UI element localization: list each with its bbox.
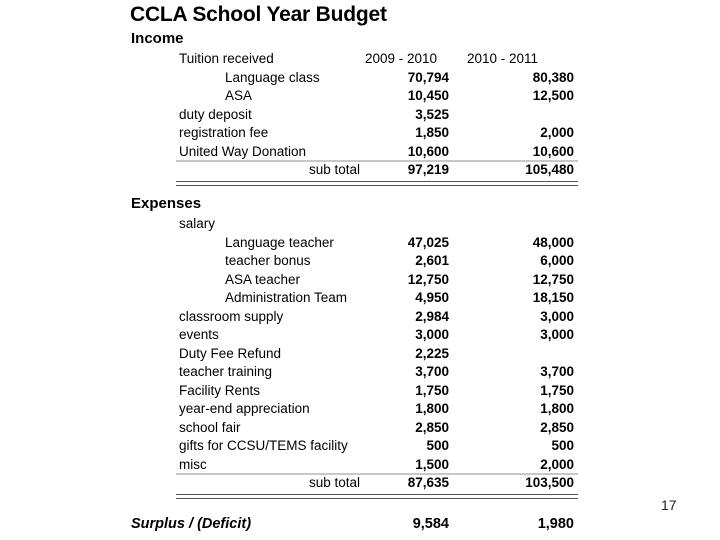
page-number: 17 — [661, 497, 677, 513]
row-label: misc — [179, 456, 207, 472]
expenses-double-rule — [176, 494, 578, 499]
value-2009-2010: 2,984 — [415, 308, 449, 324]
income-row — [0, 106, 720, 124]
value-2009-2010: 47,025 — [407, 234, 449, 250]
row-label: Language class — [225, 69, 320, 85]
tuition-received-label: Tuition received — [179, 51, 274, 66]
subtotal-2009-2010: 97,219 — [407, 162, 449, 177]
value-2009-2010: 12,750 — [407, 271, 449, 287]
income-heading: Income — [131, 30, 184, 47]
value-2009-2010: 1,500 — [415, 456, 449, 472]
row-label: registration fee — [179, 125, 269, 140]
value-2010-2011: 3,700 — [540, 364, 574, 379]
value-2010-2011: 18,150 — [532, 290, 574, 305]
row-label: school fair — [179, 419, 241, 435]
expense-row — [0, 289, 720, 307]
income-row — [0, 143, 720, 161]
expense-row — [0, 456, 720, 474]
expenses-group-row — [0, 215, 720, 233]
row-label: Facility Rents — [179, 382, 261, 398]
income-double-rule — [176, 181, 578, 186]
expense-row — [0, 437, 720, 455]
row-label: events — [179, 327, 219, 342]
row-label: teacher bonus — [225, 253, 311, 268]
expense-row — [0, 382, 720, 400]
value-2010-2011: 500 — [551, 438, 574, 453]
row-label: gifts for CCSU/TEMS facility — [179, 438, 348, 453]
column-header-2010-2011: 2010 - 2011 — [467, 51, 539, 66]
row-label: ASA — [225, 88, 253, 103]
value-2010-2011: 80,380 — [532, 69, 574, 85]
value-2010-2011: 6,000 — [540, 253, 574, 268]
value-2009-2010: 3,700 — [415, 364, 449, 379]
income-subtotal-row — [0, 161, 720, 179]
expense-row — [0, 234, 720, 252]
value-2010-2011: 10,600 — [532, 143, 574, 159]
value-2009-2010: 4,950 — [415, 290, 449, 305]
expense-row — [0, 400, 720, 418]
row-label: classroom supply — [179, 308, 284, 324]
value-2010-2011: 2,850 — [540, 419, 574, 435]
value-2010-2011: 12,500 — [532, 88, 574, 103]
value-2010-2011: 2,000 — [540, 125, 574, 140]
column-header-2009-2010: 2009 - 2010 — [365, 51, 438, 66]
document-title: CCLA School Year Budget — [130, 3, 387, 26]
row-label: teacher training — [179, 364, 273, 379]
value-2009-2010: 500 — [426, 438, 449, 453]
value-2010-2011: 1,750 — [540, 382, 574, 398]
income-row — [0, 124, 720, 142]
expense-row — [0, 271, 720, 289]
income-header-row — [0, 50, 720, 68]
subtotal-label: sub total — [309, 162, 361, 177]
value-2009-2010: 1,800 — [415, 401, 449, 416]
value-2009-2010: 10,600 — [407, 143, 449, 159]
expense-row — [0, 363, 720, 381]
salary-group-label: salary — [179, 216, 216, 231]
row-label: United Way Donation — [179, 143, 307, 159]
value-2009-2010: 3,000 — [415, 327, 449, 342]
expenses-heading: Expenses — [131, 195, 202, 212]
expenses-subtotal-row — [0, 474, 720, 492]
value-2009-2010: 70,794 — [407, 69, 449, 85]
expense-row — [0, 308, 720, 326]
row-label: duty deposit — [179, 106, 252, 122]
subtotal-2010-2011: 105,480 — [525, 162, 574, 177]
income-row — [0, 69, 720, 87]
subtotal-label: sub total — [309, 475, 361, 490]
surplus-2009-2010: 9,584 — [412, 516, 449, 532]
surplus-2010-2011: 1,980 — [537, 516, 574, 532]
row-label: year-end appreciation — [179, 401, 310, 416]
income-row — [0, 87, 720, 105]
row-label: Language teacher — [225, 234, 334, 250]
value-2010-2011: 3,000 — [540, 327, 574, 342]
value-2009-2010: 2,850 — [415, 419, 449, 435]
subtotal-2009-2010: 87,635 — [407, 475, 449, 490]
value-2009-2010: 2,601 — [415, 253, 449, 268]
row-label: Duty Fee Refund — [179, 345, 282, 361]
surplus-row — [0, 514, 720, 534]
expense-row — [0, 419, 720, 437]
value-2010-2011: 12,750 — [532, 271, 574, 287]
surplus-label: Surplus / (Deficit) — [131, 516, 252, 532]
value-2009-2010: 1,750 — [415, 382, 449, 398]
value-2010-2011: 1,800 — [540, 401, 574, 416]
value-2009-2010: 10,450 — [407, 88, 449, 103]
subtotal-2010-2011: 103,500 — [525, 475, 574, 490]
row-label: Administration Team — [225, 290, 348, 305]
value-2009-2010: 2,225 — [415, 345, 449, 361]
value-2010-2011: 2,000 — [540, 456, 574, 472]
value-2009-2010: 1,850 — [415, 125, 449, 140]
value-2009-2010: 3,525 — [415, 106, 449, 122]
value-2010-2011: 3,000 — [540, 308, 574, 324]
expense-row — [0, 252, 720, 270]
row-label: ASA teacher — [225, 271, 301, 287]
value-2010-2011: 48,000 — [532, 234, 574, 250]
expense-row — [0, 326, 720, 344]
expense-row — [0, 345, 720, 363]
